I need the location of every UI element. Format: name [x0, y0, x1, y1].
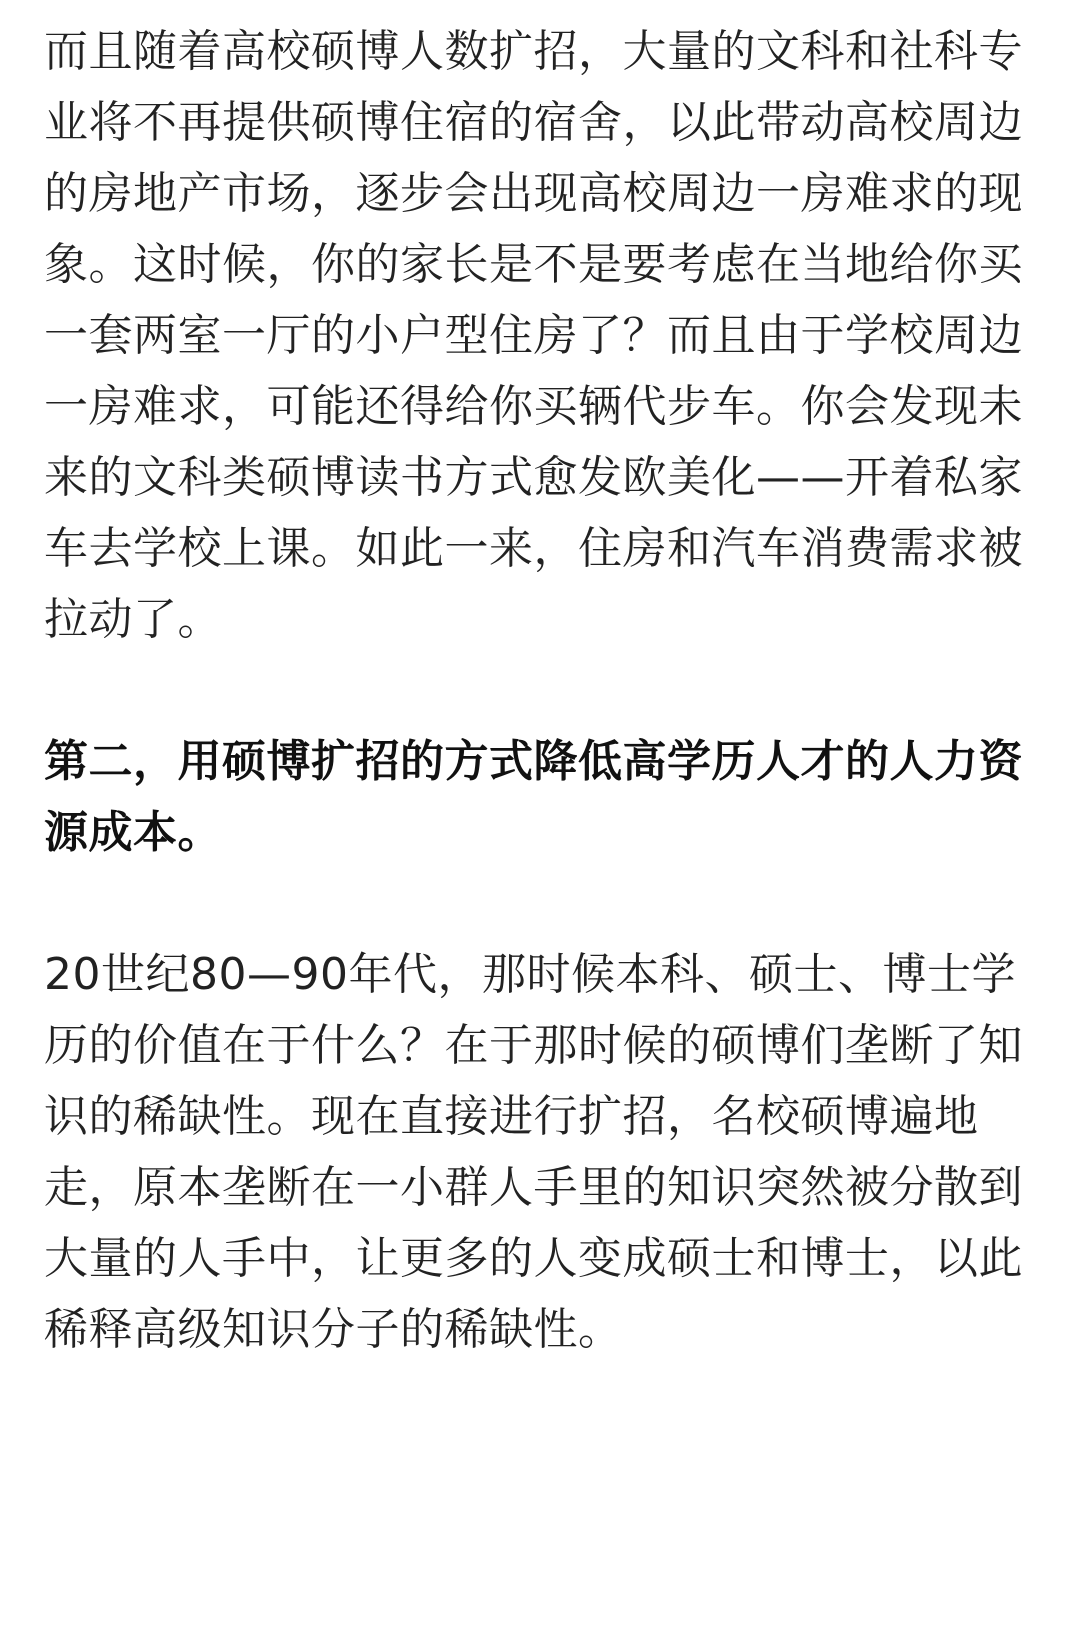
- paragraph-degree-scarcity: 20世纪80—90年代，那时候本科、硕士、博士学历的价值在于什么？在于那时候的硕博们垄断了知识的稀缺性。现在直接进行扩招，名校硕博遍地走，原本垄断在一小群人手里的知识突然被分散到大量的人手中，让更多的人变成硕士和博士，以此稀释高级知识分子的稀缺性。: [44, 949, 1023, 1355]
- paragraph-housing-demand: 而且随着高校硕博人数扩招，大量的文科和社科专业将不再提供硕博住宿的宿舍，以此带动高校周边的房地产市场，逐步会出现高校周边一房难求的现象。这时候，你的家长是不是要考虑在当地给你买一套两室一厅的小户型住房了？而且由于学校周边一房难求，可能还得给你买辆代步车。你会发现未来的文科类硕博读书方式愈发欧美化——开着私家车去学校上课。如此一来，住房和汽车消费需求被拉动了。: [44, 26, 1023, 645]
- article-content: [44, 16, 1040, 1365]
- section-heading-second-point: 第二，用硕博扩招的方式降低高学历人才的人力资源成本。: [44, 736, 1023, 858]
